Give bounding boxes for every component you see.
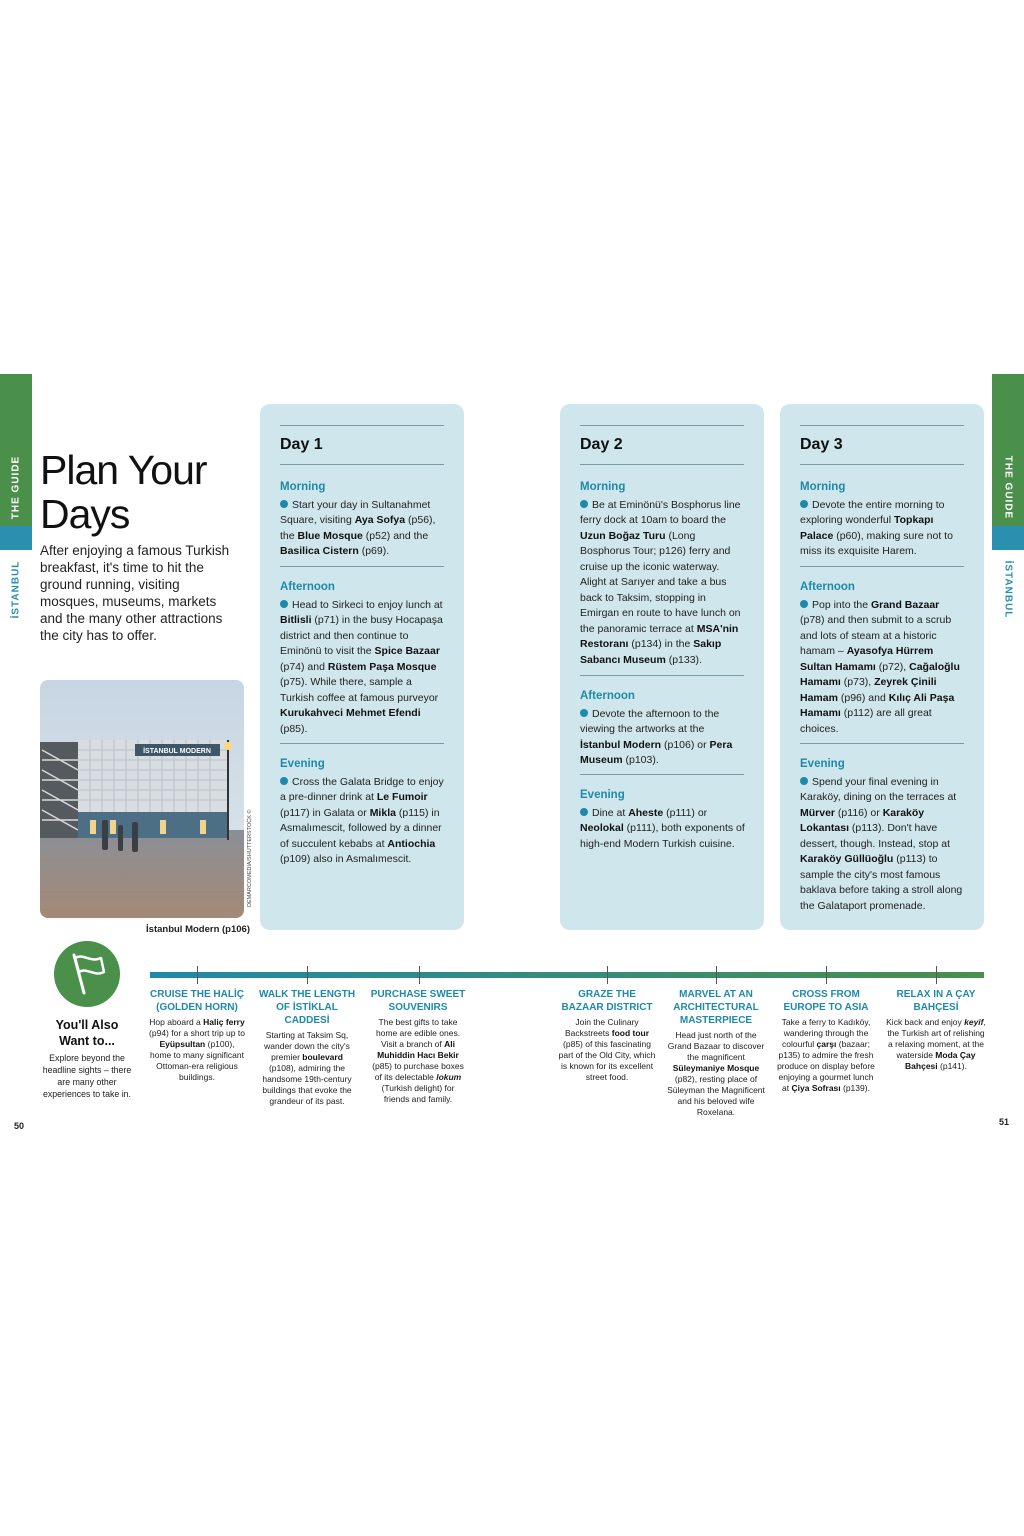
side-tab-blue-left [0, 526, 32, 550]
highlight-name: Rüstem Paşa Mosque [327, 660, 437, 673]
day-card-2 [560, 404, 764, 930]
text-run: (p111) or [663, 806, 708, 819]
activity-description [776, 1017, 876, 1094]
text-run: (p96) and [837, 691, 889, 704]
text-run: (p85) to purchase boxes of its delectable [372, 1061, 464, 1082]
activity-description [368, 1017, 468, 1105]
day-card-1 [260, 404, 464, 930]
text-run: Devote the afternoon to the viewing the artworks at the [580, 707, 720, 735]
card-rule-title [580, 464, 744, 465]
activity-description [666, 1030, 766, 1118]
side-tab-guide-label-right: THE GUIDE [1002, 455, 1014, 520]
text-run: (Long Bosphorus Tour; p126) ferry and cruise up the iconic waterway. Alight at Sarıyer and take a bus back to Taksim, stopping in Emirgan en route to have lunch on the panoramic terrace at [580, 529, 741, 635]
text-run: (p113) to sample the city's most famous baklava before taking a stroll along the Galataport promenade. [800, 853, 963, 912]
bullet-dot-icon [280, 500, 288, 508]
text-run: (p60), making sure not to miss its exquisite Harem. [800, 529, 953, 557]
activity-title: PURCHASE SWEET SOUVENIRS [370, 989, 466, 1013]
text-run: (p134) in the [628, 638, 694, 650]
text-run: (Turkish delight) for friends and family. [381, 1083, 455, 1104]
side-tab-guide-label-left: THE GUIDE [10, 455, 22, 520]
highlight-name: keyif [964, 1017, 984, 1027]
text-run: Join the Culinary Backstreets [564, 1017, 639, 1038]
text-run: (p141). [937, 1061, 967, 1071]
activity-title: WALK THE LENGTH OF İSTİKLAL CADDESİ [258, 989, 356, 1026]
text-run: Cross the Galata Bridge to enjoy a pre-dinner drink at [280, 775, 444, 803]
highlight-name: boulevard [302, 1052, 343, 1062]
highlight-name: Bitlisli [280, 614, 312, 626]
photo-credit: DEMARCOMEDIA/SHUTTERSTOCK © [247, 809, 253, 907]
timeline-tick [419, 966, 420, 984]
highlight-name: Süleymaniye Mosque [672, 1063, 760, 1073]
highlight-name: Basilica Cistern [280, 545, 359, 557]
highlight-name: food tour [611, 1028, 650, 1038]
activity-description [886, 1017, 986, 1072]
timeline-tick [607, 966, 608, 984]
day2-morning [580, 480, 746, 668]
day-title: Day 1 [280, 436, 323, 453]
flag-badge [54, 941, 120, 1007]
activity-title: CROSS FROM EUROPE TO ASIA [783, 989, 869, 1013]
activity-item [666, 988, 766, 1118]
page-number-left: 50 [14, 1121, 25, 1131]
highlight-name: Aya Sofya [354, 514, 406, 526]
highlight-name: Aheste [628, 806, 664, 819]
bullet-dot-icon [580, 709, 588, 717]
highlight-name: Karaköy Lokantası [800, 806, 925, 834]
day3-evening [800, 757, 966, 914]
text-run: (p115) in Asmalımescit, followed by a dinner of succulent kebabs at [280, 806, 442, 850]
bullet-dot-icon [580, 500, 588, 508]
highlight-name: Çiya Sofrası [791, 1083, 841, 1093]
highlight-name: Uzun Boğaz Turu [580, 529, 666, 542]
text-run: (p52) and the [362, 529, 429, 542]
activity-title: RELAX IN A ÇAY BAHÇESİ [896, 989, 976, 1013]
section-heading: Afternoon [800, 581, 855, 593]
bullet-dot-icon [580, 808, 588, 816]
text-run: (p106) or [661, 738, 710, 751]
istanbul-modern-photo [40, 680, 244, 918]
day1-evening [280, 757, 446, 868]
activity-description [258, 1030, 356, 1107]
activity-description [557, 1017, 657, 1083]
bullet-dot-icon [280, 777, 288, 785]
museum-illustration [40, 680, 244, 918]
highlight-name: çarşı [816, 1039, 837, 1049]
section-heading: Morning [280, 481, 326, 493]
also-want-text: Explore beyond the headline sights – there are many other experiences to take in. [42, 1053, 132, 1099]
text-run: (p139). [840, 1083, 870, 1093]
day3-morning [800, 480, 966, 560]
timeline-tick [826, 966, 827, 984]
day2-evening [580, 788, 746, 852]
activity-title: CRUISE THE HALİÇ (GOLDEN HORN) [150, 989, 244, 1013]
highlight-name: Ayasofya Hürrem Sultan Hamamı [800, 645, 934, 673]
text-run: (p69). [358, 545, 390, 557]
activity-item [776, 988, 876, 1094]
museum-sign-text: İSTANBUL MODERN [143, 748, 211, 755]
card-rule [580, 675, 744, 676]
day3-afternoon [800, 580, 966, 737]
text-run: (p116) or [835, 806, 883, 819]
highlight-name: Le Fumoir [376, 791, 428, 803]
photo-caption: İstanbul Modern (p106) [146, 924, 250, 935]
text-run: (bazaar; p135) to admire the fresh produce on display before enjoying a gourmet lunch at [777, 1039, 875, 1093]
card-rule-title [800, 464, 964, 465]
side-tab-city-label-left: İSTANBUL [10, 560, 22, 619]
day2-afternoon [580, 689, 746, 769]
text-run: Head to Sirkeci to enjoy lunch at [292, 598, 443, 611]
section-heading: Morning [580, 481, 626, 493]
text-run: (p56), the [280, 514, 436, 542]
text-run: The best gifts to take home are edible ones. Visit a branch of [375, 1017, 461, 1049]
card-rule [280, 743, 444, 744]
activity-description [148, 1017, 246, 1083]
activity-item [557, 988, 657, 1083]
highlight-name: Eyüpsultan [159, 1039, 206, 1049]
section-heading: Morning [800, 481, 846, 493]
title-line-1: Plan Your [40, 447, 207, 493]
card-rule [800, 743, 964, 744]
highlight-name: Spice Bazaar [374, 645, 440, 657]
text-run: (p73), [840, 676, 875, 688]
section-heading: Evening [580, 789, 625, 801]
activity-title: MARVEL AT AN ARCHITECTURAL MASTERPIECE [673, 989, 759, 1026]
day-title: Day 3 [800, 436, 843, 453]
text-run: Kick back and enjoy [886, 1017, 965, 1027]
highlight-name: Mikla [369, 806, 396, 819]
card-rule-top [580, 425, 744, 426]
highlight-name: Cağaloğlu Hamamı [800, 660, 960, 688]
text-run: (p108), admiring the handsome 19th-century buildings that evoke the grandeur of its past. [262, 1063, 352, 1106]
text-run: , the Turkish art of relishing a relaxing moment, at the waterside [887, 1017, 986, 1060]
highlight-name: Pera Museum [580, 738, 733, 766]
text-run: (p117) in Galata or [280, 806, 370, 819]
timeline-tick [307, 966, 308, 984]
also-want-title: You'll Also Want to... [55, 1018, 119, 1048]
activity-item [368, 988, 468, 1105]
text-run: (p109) also in Asmalımescit. [280, 853, 412, 865]
text-run: Hop aboard a [149, 1017, 204, 1027]
text-run: (p78) and then submit to a scrub and lots of steam at a historic hamam – [800, 614, 952, 657]
activity-item [258, 988, 356, 1107]
bullet-dot-icon [280, 600, 288, 608]
text-run: (p111), both exponents of high-end Modern Turkish cuisine. [580, 822, 745, 850]
page-number-right: 51 [999, 1117, 1010, 1127]
activity-title: GRAZE THE BAZAAR DISTRICT [561, 989, 653, 1013]
page-title [40, 448, 250, 536]
text-run: (p82), resting place of Süleyman the Magnificent and his beloved wife Roxelana. [667, 1074, 765, 1117]
day1-morning [280, 480, 446, 560]
activity-item [886, 988, 986, 1072]
text-run: Devote the entire morning to exploring wonderful [800, 498, 945, 526]
section-heading: Afternoon [280, 581, 335, 593]
highlight-name: Sakıp Sabancı Museum [580, 638, 722, 666]
flag-icon [54, 941, 120, 1007]
text-run: (p85) of this fascinating part of the Old City, which is known for its excellent street food. [558, 1039, 656, 1082]
text-run: (p100), home to many significant Ottoman-era religious buildings. [149, 1039, 245, 1082]
section-heading: Evening [800, 758, 845, 770]
text-run: (p133). [665, 653, 702, 666]
text-run: Be at Eminönü's Bosphorus line ferry dock at 10am to board the [580, 498, 741, 526]
highlight-name: lokum [436, 1072, 462, 1082]
text-run: Start your day in Sultanahmet Square, visiting [280, 498, 431, 526]
text-run: Dine at [592, 806, 629, 819]
text-run: (p103). [622, 754, 659, 766]
side-tab-city-label-right: İSTANBUL [1002, 560, 1014, 619]
title-line-2: Days [40, 491, 130, 537]
highlight-name: Topkapı Palace [800, 514, 934, 542]
highlight-name: Blue Mosque [297, 529, 363, 542]
timeline-bar [150, 972, 984, 978]
bullet-dot-icon [800, 777, 808, 785]
text-run: Spend your final evening in Karaköy, dining on the terraces at [800, 775, 957, 803]
text-run: Starting at Taksim Sq, wander down the city's premier [264, 1030, 350, 1062]
text-run: (p72), [875, 660, 910, 673]
timeline-tick [197, 966, 198, 984]
activity-item [148, 988, 246, 1083]
side-tab-blue-right [992, 526, 1024, 550]
highlight-name: Zeyrek Çinili Hamam [800, 676, 937, 704]
text-run: (p74) and [280, 660, 328, 673]
highlight-name: Kılıç Ali Paşa Hamamı [800, 691, 955, 719]
bullet-dot-icon [800, 600, 808, 608]
timeline-tick [936, 966, 937, 984]
card-rule-top [800, 425, 964, 426]
text-run: (p71) in the busy Hocapaşa district and then continue to Eminönü to visit the [280, 614, 443, 657]
day-title: Day 2 [580, 436, 623, 453]
highlight-name: Mürver [800, 806, 836, 819]
text-run: (p75). While there, sample a Turkish coffee at famous purveyor [280, 676, 439, 704]
highlight-name: Karaköy Güllüoğlu [800, 853, 894, 865]
highlight-name: Kurukahveci Mehmet Efendi [280, 707, 421, 719]
text-run: (p85). [280, 722, 308, 735]
card-rule-top [280, 425, 444, 426]
intro-text: After enjoying a famous Turkish breakfast, it's time to hit the ground running, visiting mosques, museums, markets and the many other attractions the city has to offer. [40, 543, 230, 643]
card-rule-title [280, 464, 444, 465]
timeline-tick [716, 966, 717, 984]
highlight-name: MSA'nin Restoranı [580, 622, 739, 650]
highlight-name: Ali Muhiddin Hacı Bekir [377, 1039, 459, 1060]
section-heading: Evening [280, 758, 325, 770]
text-run: Take a ferry to Kadıköy, wandering through the colourful [781, 1017, 871, 1049]
highlight-name: Neolokal [580, 822, 624, 834]
day-card-3 [780, 404, 984, 930]
highlight-name: Moda Çay Bahçesi [905, 1050, 976, 1071]
text-run: Pop into the [812, 598, 871, 611]
text-run: (p94) for a short trip up to [149, 1028, 245, 1038]
day1-afternoon [280, 580, 446, 737]
card-rule [580, 774, 744, 775]
card-rule [800, 566, 964, 567]
text-run: Head just north of the Grand Bazaar to discover the magnificent [667, 1030, 765, 1062]
highlight-name: İstanbul Modern [580, 738, 662, 751]
highlight-name: Grand Bazaar [870, 598, 940, 611]
section-heading: Afternoon [580, 690, 635, 702]
text-run: (p112) are all great choices. [800, 707, 932, 735]
highlight-name: Antiochia [387, 837, 436, 850]
card-rule [280, 566, 444, 567]
text-run: (p113). Don't have dessert, though. Instead, stop at [800, 822, 951, 850]
highlight-name: Haliç ferry [203, 1017, 245, 1027]
bullet-dot-icon [800, 500, 808, 508]
